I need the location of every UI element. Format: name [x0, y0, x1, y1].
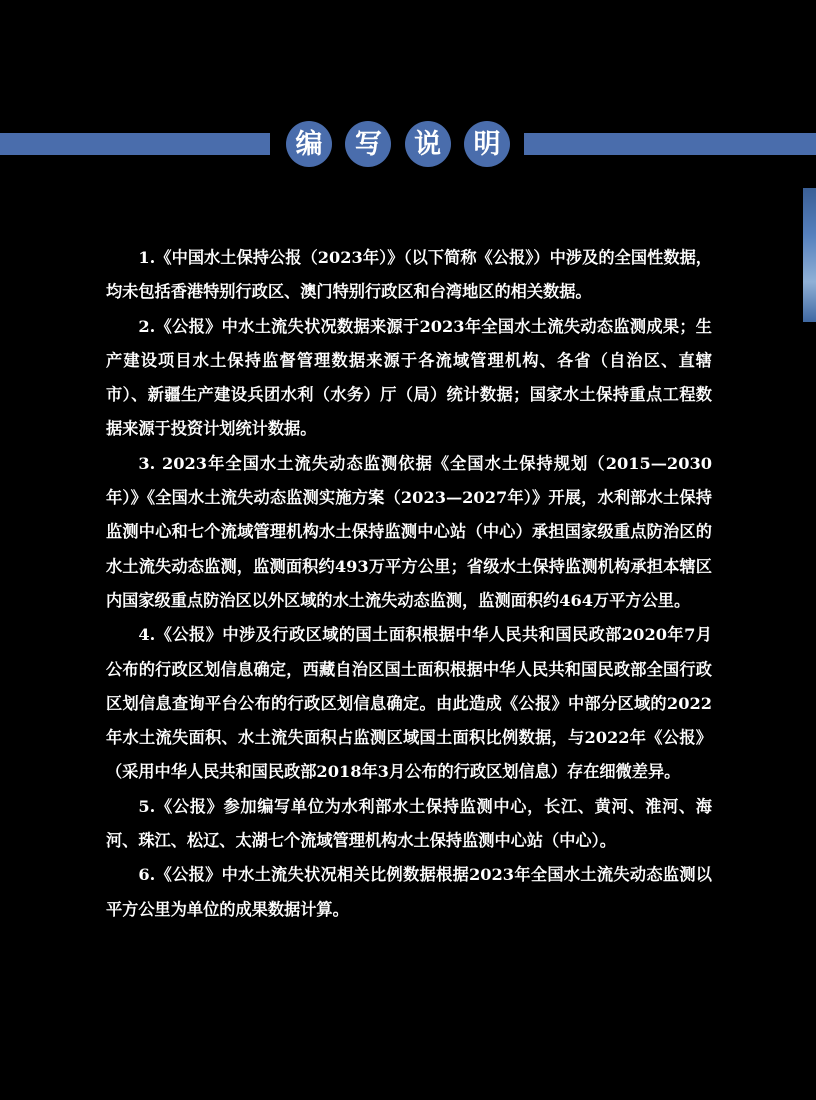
note-paragraph-2: 2.《公报》中水土流失状况数据来源于2023年全国水土流失动态监测成果；生产建设项目水土保持监督管理数据来源于各流域管理机构、各省（自治区、直辖市）、新疆生产建设兵团水利（水务）厅（局）统计数据；国家水土保持重点工程数据来源于投资计划统计数据。 [106, 316, 712, 439]
title-char: 写 [345, 121, 391, 167]
note-paragraph-6: 6.《公报》中水土流失状况相关比例数据根据2023年全国水土流失动态监测以平方公里为单位的成果数据计算。 [106, 865, 712, 919]
header-rule-left [0, 133, 270, 155]
title-char: 编 [286, 121, 332, 167]
page-edge-tab [803, 188, 816, 322]
note-paragraph-3: 3. 2023年全国水土流失动态监测依据《全国水土保持规划（2015—2030年）》《全国水土流失动态监测实施方案（2023—2027年）》开展，水利部水土保持监测中心和七个流域管理机构水土保持监测中心站（中心）承担国家级重点防治区的水土流失动态监测，监测面积约493万平方公里；省级水土保持监测机构承担本辖区内国家级重点防治区以外区域的水土流失动态监测，监测面积约464万平方公里。 [106, 453, 712, 610]
page-title [286, 121, 510, 167]
header-rule-right [524, 133, 816, 155]
notes-body [106, 241, 712, 927]
note-paragraph-4: 4.《公报》中涉及行政区域的国土面积根据中华人民共和国民政部2020年7月公布的行政区划信息确定，西藏自治区国土面积根据中华人民共和国民政部全国行政区划信息查询平台公布的行政区划信息确定。由此造成《公报》中部分区域的2022年水土流失面积、水土流失面积占监测区域国土面积比例数据，与2022年《公报》（采用中华人民共和国民政部2018年3月公布的行政区划信息）存在细微差异。 [106, 625, 712, 782]
title-char: 明 [464, 121, 510, 167]
note-paragraph-1: 1.《中国水土保持公报（2023年）》（以下简称《公报》）中涉及的全国性数据，均未包括香港特别行政区、澳门特别行政区和台湾地区的相关数据。 [106, 248, 712, 302]
note-paragraph-5: 5.《公报》参加编写单位为水利部水土保持监测中心，长江、黄河、淮河、海河、珠江、松辽、太湖七个流域管理机构水土保持监测中心站（中心）。 [106, 796, 712, 851]
title-char: 说 [405, 121, 451, 167]
